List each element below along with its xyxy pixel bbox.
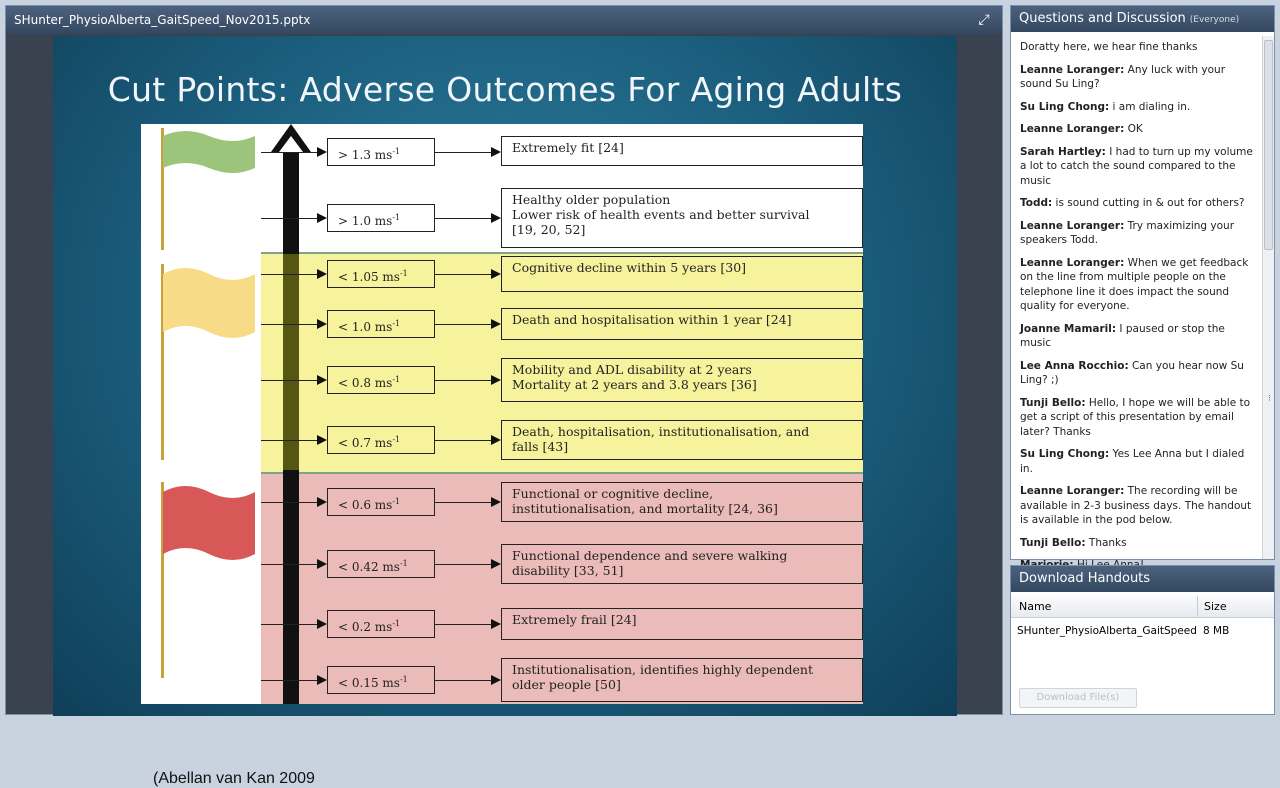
chat-message xyxy=(1020,122,1257,137)
outcome-box xyxy=(501,256,863,292)
outcome-text: Extremely frail [24] xyxy=(512,612,637,627)
chat-pod-title-bar xyxy=(1011,6,1274,32)
outcome-box xyxy=(501,358,863,402)
cut-point-label: < 0.8 ms xyxy=(338,376,393,390)
chat-pod xyxy=(1010,5,1275,560)
connector-line xyxy=(261,380,317,381)
outcome-text: Mobility and ADL disability at 2 years xyxy=(512,362,752,377)
chat-message xyxy=(1020,100,1257,115)
outcome-box xyxy=(501,608,863,640)
arrowhead-icon xyxy=(317,213,327,223)
chat-sender: Sarah Hartley: xyxy=(1020,145,1106,158)
column-size-header[interactable]: Size xyxy=(1197,596,1274,618)
cut-point-label: < 1.05 ms xyxy=(338,270,400,284)
cut-point-label: > 1.3 ms xyxy=(338,148,393,162)
cut-point-box xyxy=(327,666,435,694)
file-size-cell: 8 MB xyxy=(1203,625,1230,637)
outcome-text: Death and hospitalisation within 1 year [24] xyxy=(512,312,792,327)
outcome-text: Healthy older population xyxy=(512,192,671,207)
file-name-cell: SHunter_PhysioAlberta_GaitSpeed xyxy=(1017,625,1197,637)
cut-point-box xyxy=(327,310,435,338)
green-flag-icon xyxy=(163,130,255,174)
arrowhead-icon xyxy=(317,435,327,445)
outcome-text: Extremely fit [24] xyxy=(512,140,624,155)
chat-message xyxy=(1020,447,1257,476)
cut-point-unit-exponent: -1 xyxy=(392,147,401,156)
arrowhead-icon xyxy=(491,319,501,329)
arrowhead-icon xyxy=(491,435,501,445)
chat-message xyxy=(1020,256,1257,314)
yellow-flag-icon xyxy=(163,266,255,340)
chat-text: Yes Lee Anna but I dialed in. xyxy=(1020,448,1245,475)
arrowhead-icon xyxy=(317,375,327,385)
outcome-box xyxy=(501,420,863,460)
arrowhead-icon xyxy=(317,269,327,279)
arrowhead-icon xyxy=(317,147,327,157)
connector-line xyxy=(261,324,317,325)
cut-point-box xyxy=(327,204,435,232)
downloads-table-header xyxy=(1011,596,1274,618)
arrowhead-icon xyxy=(317,675,327,685)
connector-line xyxy=(435,440,491,441)
cut-point-unit-exponent: -1 xyxy=(392,319,401,328)
chat-text: i am dialing in. xyxy=(1109,100,1191,113)
cut-point-label: < 0.6 ms xyxy=(338,498,393,512)
cut-point-box xyxy=(327,138,435,166)
chat-text: Doratty here, we hear fine thanks xyxy=(1020,41,1198,53)
connector-line xyxy=(261,680,317,681)
chat-message xyxy=(1020,536,1257,551)
cut-point-label: < 0.7 ms xyxy=(338,436,393,450)
cut-point-unit-exponent: -1 xyxy=(392,619,401,628)
outcome-box xyxy=(501,188,863,248)
arrow-shaft-tint xyxy=(283,254,299,470)
chat-message xyxy=(1020,40,1257,55)
connector-line xyxy=(261,218,317,219)
outcome-text: disability [33, 51] xyxy=(512,563,624,578)
chat-text: I paused or stop the music xyxy=(1020,322,1225,349)
connector-line xyxy=(261,502,317,503)
chat-audience: (Everyone) xyxy=(1189,15,1240,25)
resize-grip-icon[interactable]: ⁝ xyxy=(1268,394,1271,404)
outcome-box xyxy=(501,136,863,166)
chat-sender: Tunji Bello: xyxy=(1020,396,1086,409)
fullscreen-icon[interactable]: ⤢ xyxy=(978,12,990,28)
cut-point-unit-exponent: -1 xyxy=(392,497,401,506)
connector-line xyxy=(435,502,491,503)
connector-line xyxy=(435,564,491,565)
chat-text: Hello, I hope we will be able to get a script of this presentation by email later? Thanks xyxy=(1020,396,1251,438)
cut-point-box xyxy=(327,366,435,394)
arrowhead-icon xyxy=(491,497,501,507)
chat-text: I had to turn up my volume a lot to catch the sound compared to the music xyxy=(1020,145,1253,187)
outcome-text: Mortality at 2 years and 3.8 years [36] xyxy=(512,377,757,392)
outcome-text: Cognitive decline within 5 years [30] xyxy=(512,260,747,275)
connector-line xyxy=(261,624,317,625)
chat-text: Can you hear now Su Ling? ;) xyxy=(1020,359,1244,386)
cut-point-box xyxy=(327,426,435,454)
outcome-text: Institutionalisation, identifies highly dependent xyxy=(512,662,814,677)
cut-point-label: > 1.0 ms xyxy=(338,214,393,228)
chat-scrollbar-thumb[interactable] xyxy=(1264,40,1273,250)
downloads-pod-title-bar xyxy=(1011,566,1274,592)
chat-text: is sound cutting in & out for others? xyxy=(1052,197,1245,209)
arrowhead-icon xyxy=(491,269,501,279)
share-pod xyxy=(5,5,1003,787)
red-flag-icon xyxy=(163,484,255,562)
connector-line xyxy=(435,380,491,381)
chat-sender: Lee Anna Rocchio: xyxy=(1020,359,1129,372)
chat-sender: Tunji Bello: xyxy=(1020,536,1086,549)
connector-line xyxy=(261,152,317,153)
chat-pod-title: Questions and Discussion xyxy=(1019,11,1186,26)
downloads-pod xyxy=(1010,565,1275,715)
chat-message xyxy=(1020,322,1257,351)
chat-text: The recording will be available in 2-3 business days. The handout is available in the pod below. xyxy=(1020,485,1252,526)
up-arrow-inner xyxy=(279,136,303,152)
downloads-pod-title: Download Handouts xyxy=(1019,571,1151,586)
connector-line xyxy=(261,564,317,565)
chat-message xyxy=(1020,484,1257,528)
cut-point-box xyxy=(327,550,435,578)
arrowhead-icon xyxy=(491,147,501,157)
outcome-box xyxy=(501,308,863,340)
arrowhead-icon xyxy=(317,497,327,507)
chat-messages xyxy=(1011,36,1263,559)
arrowhead-icon xyxy=(491,559,501,569)
arrowhead-icon xyxy=(317,319,327,329)
chat-sender: Su Ling Chong: xyxy=(1020,100,1110,113)
slide-citation: (Abellan van Kan 2009 xyxy=(153,770,315,787)
chat-message xyxy=(1020,63,1257,92)
table-row[interactable] xyxy=(1011,620,1274,642)
outcome-text: older people [50] xyxy=(512,677,621,692)
arrowhead-icon xyxy=(491,213,501,223)
chat-text: When we get feedback on the line from multiple people on the telephone line it does impact the sound quality for everyone. xyxy=(1020,256,1249,312)
chat-sender: Leanne Loranger: xyxy=(1020,219,1125,232)
cut-point-label: < 0.15 ms xyxy=(338,676,400,690)
outcome-box xyxy=(501,482,863,522)
outcome-text: Functional dependence and severe walking xyxy=(512,548,788,563)
cut-point-unit-exponent: -1 xyxy=(392,375,401,384)
chat-message xyxy=(1020,396,1257,440)
outcome-text: Death, hospitalisation, institutionalisation, and xyxy=(512,424,810,439)
chat-sender: Leanne Loranger: xyxy=(1020,63,1125,76)
chat-sender: Leanne Loranger: xyxy=(1020,123,1125,135)
outcome-text: falls [43] xyxy=(512,439,569,454)
connector-line xyxy=(261,440,317,441)
cut-point-label: < 0.42 ms xyxy=(338,560,400,574)
cut-point-unit-exponent: -1 xyxy=(399,559,408,568)
arrowhead-icon xyxy=(491,619,501,629)
share-pod-title: SHunter_PhysioAlberta_GaitSpeed_Nov2015.pptx xyxy=(14,13,311,27)
chat-message xyxy=(1020,359,1257,388)
download-files-button[interactable]: Download File(s) xyxy=(1019,688,1137,708)
outcome-text: institutionalisation, and mortality [24, 36] xyxy=(512,501,778,516)
cut-point-unit-exponent: -1 xyxy=(399,675,408,684)
connector-line xyxy=(435,152,491,153)
outcome-box xyxy=(501,544,863,584)
outcome-box xyxy=(501,658,863,702)
arrowhead-icon xyxy=(491,375,501,385)
chat-sender: Todd: xyxy=(1020,197,1053,209)
slide xyxy=(53,36,957,787)
outcome-text: Lower risk of health events and better survival xyxy=(512,207,810,222)
cut-point-box xyxy=(327,610,435,638)
outcome-text: [19, 20, 52] xyxy=(512,222,586,237)
connector-line xyxy=(261,274,317,275)
column-name-header[interactable]: Name xyxy=(1019,600,1052,613)
chat-text: OK xyxy=(1124,123,1143,135)
connector-line xyxy=(435,324,491,325)
cut-point-box xyxy=(327,488,435,516)
chat-scrollbar[interactable] xyxy=(1262,36,1274,559)
connector-line xyxy=(435,624,491,625)
chat-message xyxy=(1020,196,1257,211)
cut-point-label: < 1.0 ms xyxy=(338,320,393,334)
connector-line xyxy=(435,274,491,275)
share-pod-title-bar xyxy=(6,6,1002,34)
arrowhead-icon xyxy=(317,619,327,629)
chat-message xyxy=(1020,219,1257,248)
flag-column xyxy=(141,124,315,787)
chat-text: Thanks xyxy=(1085,536,1127,549)
outcome-text: Functional or cognitive decline, xyxy=(512,486,714,501)
chat-sender: Leanne Loranger: xyxy=(1020,256,1125,269)
chat-sender: Leanne Loranger: xyxy=(1020,485,1125,497)
cut-points-diagram xyxy=(261,124,863,704)
cut-point-unit-exponent: -1 xyxy=(392,435,401,444)
cut-point-box xyxy=(327,260,435,288)
chat-text: Any luck with your sound Su Ling? xyxy=(1020,63,1226,90)
cut-point-unit-exponent: -1 xyxy=(399,269,408,278)
connector-line xyxy=(435,680,491,681)
connector-line xyxy=(435,218,491,219)
arrowhead-icon xyxy=(317,559,327,569)
slide-title: Cut Points: Adverse Outcomes For Aging Adults xyxy=(107,70,903,109)
chat-sender: Joanne Mamaril: xyxy=(1020,322,1117,335)
chat-sender: Su Ling Chong: xyxy=(1020,448,1110,460)
cut-point-unit-exponent: -1 xyxy=(392,213,401,222)
arrowhead-icon xyxy=(491,675,501,685)
chat-message xyxy=(1020,145,1257,189)
chat-text: Try maximizing your speakers Todd. xyxy=(1020,219,1235,246)
cut-point-label: < 0.2 ms xyxy=(338,620,393,634)
